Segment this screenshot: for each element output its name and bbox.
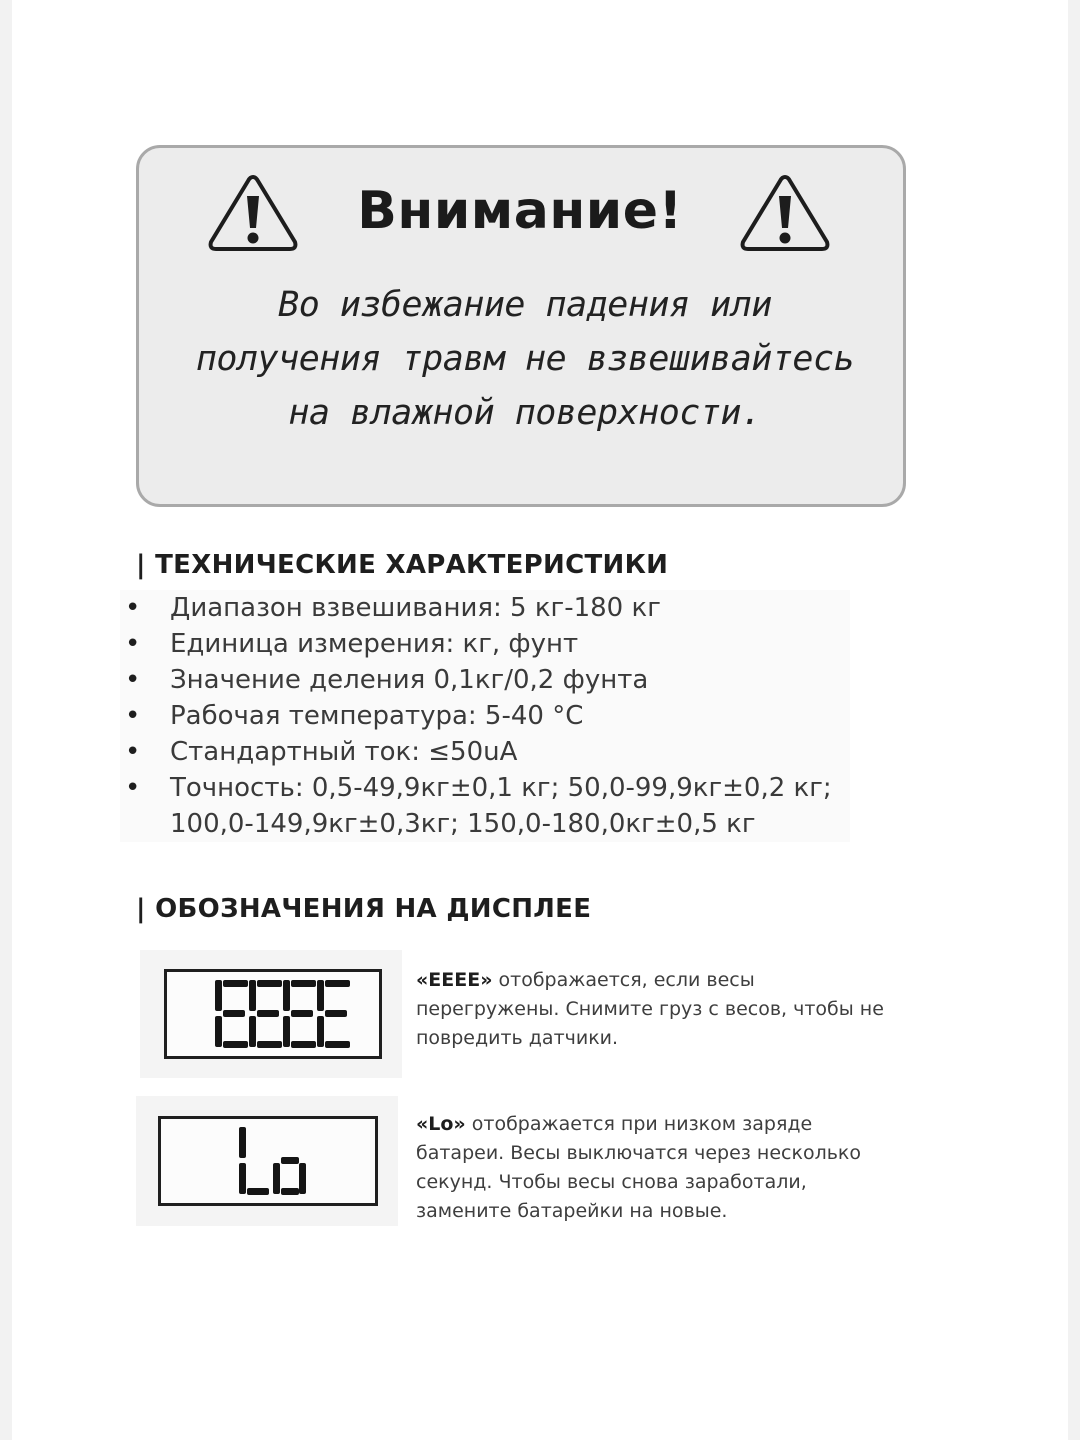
spec-text: Диапазон взвешивания: 5 кг-180 кг: [170, 593, 661, 623]
lcd-display-lo: [158, 1116, 378, 1206]
lo-description: [416, 1110, 946, 1226]
warning-line: получения травм не взвешивайтесь: [195, 339, 855, 379]
bullet-icon: •: [125, 773, 141, 803]
description-line: замените батарейки на новые.: [416, 1200, 728, 1222]
spec-item: [120, 626, 850, 662]
description-line: секунд. Чтобы весы снова заработали,: [416, 1171, 807, 1193]
spec-item: [120, 770, 850, 842]
eeee-description: [416, 966, 946, 1053]
warning-message: [150, 278, 900, 440]
eeee-code: «EEEE»: [416, 969, 493, 991]
spec-item: [120, 698, 850, 734]
display-heading: | ОБОЗНАЧЕНИЯ НА ДИСПЛЕЕ: [136, 894, 592, 924]
bullet-icon: •: [125, 593, 141, 623]
bullet-icon: •: [125, 701, 141, 731]
bullet-icon: •: [125, 665, 141, 695]
spec-item: [120, 734, 850, 770]
description-line: повредить датчики.: [416, 1027, 619, 1049]
spec-item: [120, 590, 850, 626]
description-line: батареи. Весы выключатся через несколько: [416, 1142, 862, 1164]
spec-text: Рабочая температура: 5-40 °C: [170, 701, 584, 731]
warning-title: Внимание!: [357, 181, 683, 241]
lcd-eeee-glyphs: [167, 972, 379, 1056]
lcd-display-eeee: [164, 969, 382, 1059]
spec-text: Единица измерения: кг, фунт: [170, 629, 579, 659]
warning-line: на влажной поверхности.: [288, 393, 762, 433]
spec-text: Точность: 0,5-49,9кг±0,1 кг; 50,0-99,9кг±0,2 кг; 100,0-149,9кг±0,3кг; 150,0-180,0кг±0,5 кг: [170, 773, 832, 839]
description-text: отображается при низком заряде: [465, 1113, 813, 1135]
description-line: перегружены. Снимите груз с весов, чтобы не: [416, 998, 884, 1020]
description-text: отображается, если весы: [492, 969, 755, 991]
specs-heading: | ТЕХНИЧЕСКИЕ ХАРАКТЕРИСТИКИ: [136, 550, 669, 580]
warning-triangle-icon: [738, 172, 832, 254]
warning-line: Во избежание падения или: [278, 285, 772, 325]
description-line: [416, 1110, 946, 1139]
lo-code: «Lo»: [416, 1113, 466, 1135]
warning-triangle-icon: [206, 172, 300, 254]
specs-list: [120, 590, 850, 842]
bullet-icon: •: [125, 737, 141, 767]
spec-item: [120, 662, 850, 698]
spec-text: Стандартный ток: ≤50uA: [170, 737, 518, 767]
lcd-lo-glyphs: [161, 1119, 375, 1203]
spec-text: Значение деления 0,1кг/0,2 фунта: [170, 665, 649, 695]
bullet-icon: •: [125, 629, 141, 659]
description-line: [416, 966, 946, 995]
